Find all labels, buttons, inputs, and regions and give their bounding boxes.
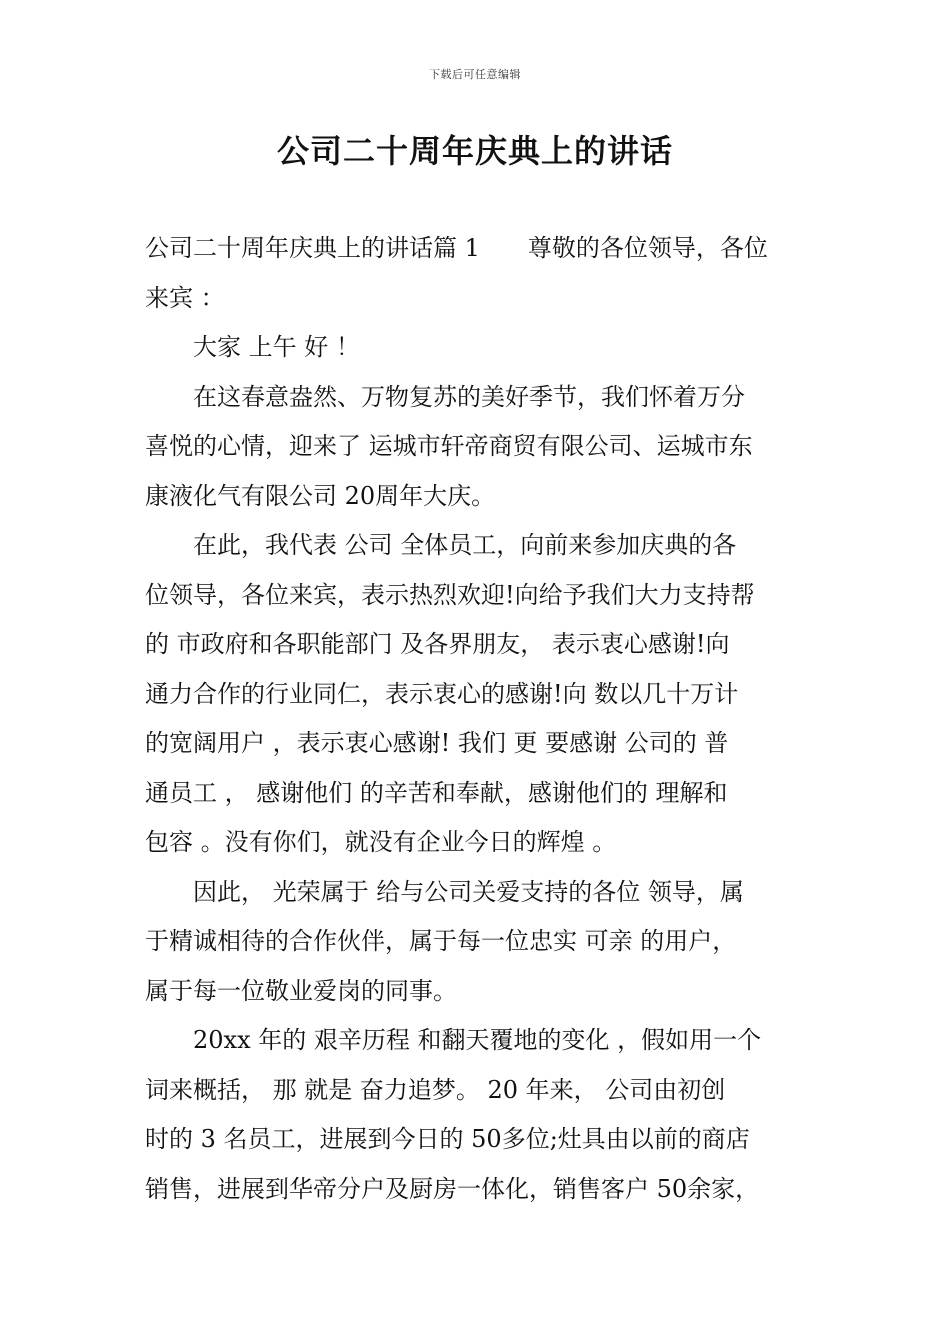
body-line: 20xx 年的 艰辛历程 和翻天覆地的变化 ，假如用一个 (145, 1026, 762, 1054)
body-line: 因此， 光荣属于 给与公司关爱支持的各位 领导，属 (145, 877, 744, 906)
body-line: 于精诚相待的合作伙伴，属于每一位忠实 可亲 的用户， (145, 927, 737, 955)
body-line: 属于每一位敬业爱岗的同事。 (145, 976, 457, 1005)
body-line: 位领导，各位来宾，表示热烈欢迎!向给予我们大力支持帮 (145, 580, 755, 609)
body-line: 时的 3 名员工，进展到今日的 50多位;灶具由以前的商店 (145, 1125, 750, 1153)
body-line: 大家 上午 好 ！ (145, 333, 360, 361)
document-body (145, 224, 807, 1214)
body-line: 喜悦的心情，迎来了 运城市轩帝商贸有限公司、运城市东 (145, 432, 753, 460)
body-line: 来宾 ： (145, 283, 225, 312)
body-line: 通力合作的行业同仁，表示衷心的感谢!向 数以几十万计 (145, 679, 739, 708)
header-note: 下载后可任意编辑 (429, 68, 521, 81)
body-line: 的 市政府和各职能部门 及各界朋友， 表示衷心感谢!向 (145, 630, 730, 658)
body-line: 公司二十周年庆典上的讲话篇 1 尊敬的各位领导，各位 (145, 234, 768, 262)
body-line: 的宽阔用户 ，表示衷心感谢! 我们 更 要感谢 公司的 普 (145, 729, 729, 757)
body-line: 在这春意盎然、万物复苏的美好季节，我们怀着万分 (145, 382, 745, 411)
body-line: 词来概括， 那 就是 奋力追梦。 20 年来， 公司由初创 (145, 1075, 726, 1104)
body-line: 通员工 ， 感谢他们 的辛苦和奉献，感谢他们的 理解和 (145, 778, 728, 807)
body-line: 包容 。没有你们，就没有企业今日的辉煌 。 (145, 828, 617, 856)
body-line: 康液化气有限公司 20周年大庆。 (145, 481, 496, 510)
body-line: 销售，进展到华帝分户及厨房一体化，销售客户 50余家， (145, 1174, 760, 1203)
body-line: 在此，我代表 公司 全体员工，向前来参加庆典的各 (145, 531, 737, 559)
document-title: 公司二十周年庆典上的讲话 (276, 132, 673, 170)
